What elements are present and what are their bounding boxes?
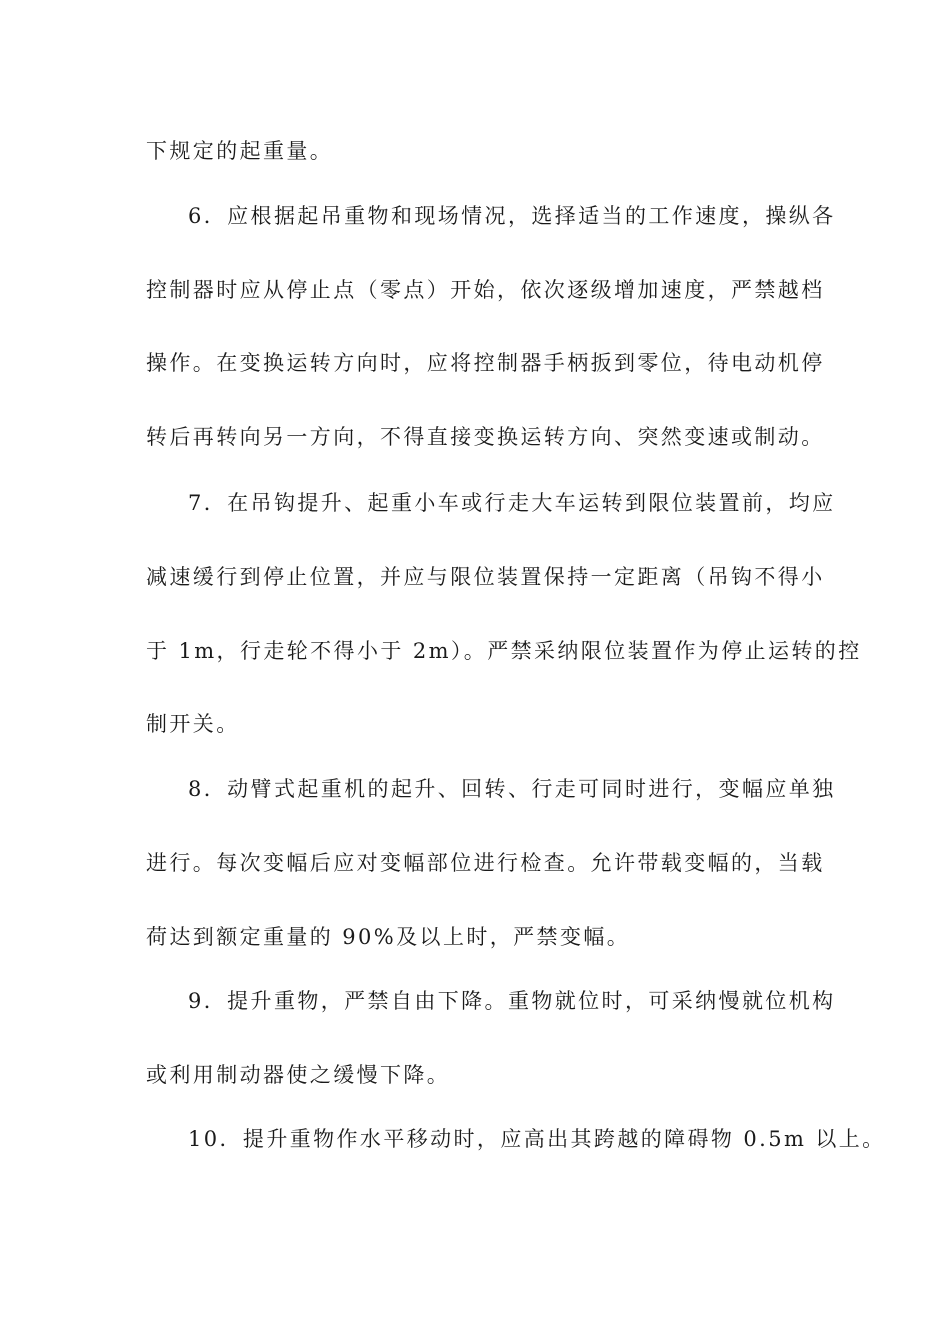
- paragraph-6-line-4: 转后再转向另一方向，不得直接变换运转方向、突然变速或制动。: [146, 425, 825, 449]
- paragraph-7-line-4: 制开关。: [146, 712, 240, 736]
- paragraph-10-line-1: 10．提升重物作水平移动时，应高出其跨越的障碍物 0.5m 以上。: [188, 1127, 886, 1151]
- paragraph-7-line-2: 减速缓行到停止位置，并应与限位装置保持一定距离（吊钩不得小: [146, 565, 825, 589]
- paragraph-9-line-1: 9．提升重物，严禁自由下降。重物就位时，可采纳慢就位机构: [188, 989, 836, 1013]
- paragraph-9-line-2: 或利用制动器使之缓慢下降。: [146, 1063, 451, 1087]
- paragraph-8-line-2: 进行。每次变幅后应对变幅部位进行检查。允许带载变幅的，当载: [146, 851, 825, 875]
- paragraph-7-line-1: 7．在吊钩提升、起重小车或行走大车运转到限位装置前，均应: [188, 491, 836, 515]
- paragraph-6-line-3: 操作。在变换运转方向时，应将控制器手柄扳到零位，待电动机停: [146, 351, 825, 375]
- paragraph-6-line-1: 6．应根据起吊重物和现场情况，选择适当的工作速度，操纵各: [188, 204, 836, 228]
- paragraph-6-line-2: 控制器时应从停止点（零点）开始，依次逐级增加速度，严禁越档: [146, 278, 825, 302]
- paragraph-5-line-end: 下规定的起重量。: [146, 139, 334, 163]
- paragraph-8-line-1: 8．动臂式起重机的起升、回转、行走可同时进行，变幅应单独: [188, 777, 836, 801]
- paragraph-8-line-3: 荷达到额定重量的 90%及以上时，严禁变幅。: [146, 925, 631, 949]
- paragraph-7-line-3: 于 1m，行走轮不得小于 2m）。严禁采纳限位装置作为停止运转的控: [146, 639, 862, 663]
